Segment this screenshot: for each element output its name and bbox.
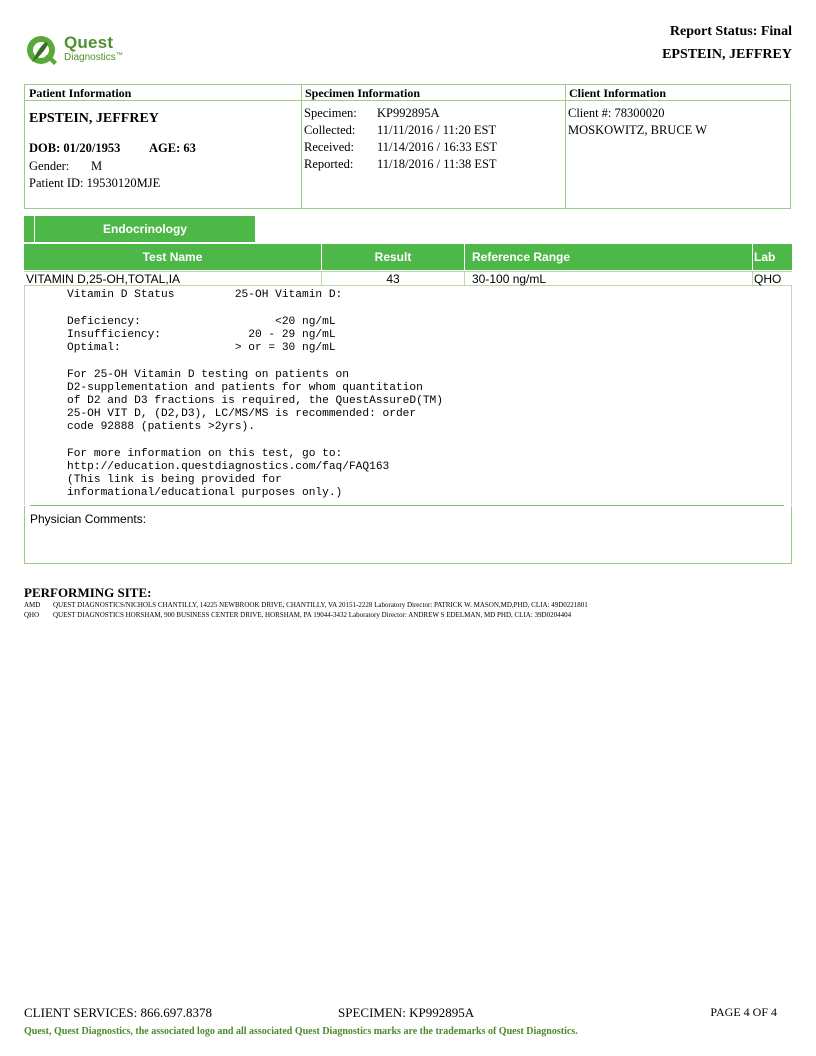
col-header-test-name: Test Name bbox=[24, 244, 322, 270]
note-line: of D2 and D3 fractions is required, the QuestAssureD(TM) bbox=[67, 395, 443, 407]
quest-logo bbox=[24, 30, 134, 70]
footer-page-number: PAGE 4 OF 4 bbox=[710, 1005, 777, 1019]
patient-name: EPSTEIN, JEFFREY bbox=[29, 111, 159, 126]
client-info-heading: Client Information bbox=[565, 85, 790, 101]
col-header-reference-range: Reference Range bbox=[465, 244, 753, 270]
client-number: Client #: 78300020 bbox=[568, 106, 665, 120]
patient-gender-label: Gender: bbox=[29, 159, 70, 173]
note-line: Insufficiency: 20 - 29 ng/mL bbox=[67, 329, 336, 341]
result-notes bbox=[24, 286, 792, 505]
patient-dob: DOB: 01/20/1953 bbox=[29, 141, 121, 155]
specimen-value: KP992895A bbox=[377, 106, 440, 120]
result-cell: 43 bbox=[322, 272, 465, 286]
note-line: http://education.questdiagnostics.com/faq/FAQ163 bbox=[67, 461, 390, 473]
note-line: Optimal: > or = 30 ng/mL bbox=[67, 342, 336, 354]
col-header-result: Result bbox=[322, 244, 465, 270]
note-line: code 92888 (patients >2yrs). bbox=[67, 421, 255, 433]
trademark-notice: Quest, Quest Diagnostics, the associated logo and all associated Quest Diagnostics marks are the trademarks of Quest Diagnostics. bbox=[24, 1026, 578, 1037]
note-line: For 25-OH Vitamin D testing on patients on bbox=[67, 369, 349, 381]
footer-client-services: CLIENT SERVICES: 866.697.8378 bbox=[24, 1005, 212, 1020]
table-row bbox=[24, 271, 792, 286]
patient-id: Patient ID: 19530120MJE bbox=[29, 176, 161, 190]
collected-value: 11/11/2016 / 11:20 EST bbox=[377, 123, 497, 137]
specimen-label: Specimen: bbox=[304, 106, 357, 120]
reference-range-cell: 30-100 ng/mL bbox=[465, 272, 753, 286]
col-header-lab: Lab bbox=[754, 250, 776, 264]
ordering-physician: MOSKOWITZ, BRUCE W bbox=[568, 123, 708, 137]
note-line: 25-OH VIT D, (D2,D3), LC/MS/MS is recommended: order bbox=[67, 408, 417, 420]
physician-comments-label: Physician Comments: bbox=[30, 512, 147, 526]
collected-label: Collected: bbox=[304, 123, 356, 137]
section-tab-label: Endocrinology bbox=[34, 216, 255, 242]
patient-gender-value: M bbox=[91, 159, 103, 173]
test-name-cell: VITAMIN D,25-OH,TOTAL,IA bbox=[26, 272, 322, 286]
performing-site-text: QUEST DIAGNOSTICS HORSHAM, 900 BUSINESS CENTER DRIVE, HORSHAM, PA 19044-3432 Laboratory Director: ANDREW S EDELMAN, MD PHD, CLIA: 39D0204404 bbox=[53, 611, 572, 619]
section-tab-endocrinology bbox=[24, 216, 255, 242]
physician-comments-box bbox=[24, 506, 792, 564]
info-box bbox=[24, 84, 791, 209]
performing-site-text: QUEST DIAGNOSTICS/NICHOLS CHANTILLY, 14225 NEWBROOK DRIVE, CHANTILLY, VA 20151-2228 Laboratory Director: PATRICK W. MASON,MD,PHD, CLIA: 49D0221801 bbox=[53, 601, 588, 609]
received-label: Received: bbox=[304, 140, 354, 154]
logo-wordmark-quest: Quest bbox=[64, 33, 114, 52]
note-line: For more information on this test, go to: bbox=[67, 448, 343, 460]
patient-info-heading: Patient Information bbox=[25, 85, 301, 101]
client-info-column bbox=[565, 85, 790, 208]
performing-site-code: AMD bbox=[24, 601, 41, 609]
results-table-header bbox=[24, 244, 792, 270]
report-status: Report Status: Final bbox=[669, 24, 792, 39]
performing-site-code: QHO bbox=[24, 611, 40, 619]
logo-wordmark-diagnostics: Diagnostics™ bbox=[64, 52, 123, 63]
note-line: (This link is being provided for bbox=[67, 474, 282, 486]
footer-specimen: SPECIMEN: KP992895A bbox=[338, 1005, 475, 1020]
patient-info-column bbox=[25, 85, 302, 208]
performing-site-title: PERFORMING SITE: bbox=[24, 585, 152, 600]
received-value: 11/14/2016 / 16:33 EST bbox=[377, 140, 498, 154]
note-line: informational/educational purposes only.) bbox=[67, 487, 343, 499]
reported-value: 11/18/2016 / 11:38 EST bbox=[377, 157, 497, 171]
quest-q-logo-icon bbox=[24, 32, 60, 68]
note-line: Vitamin D Status 25-OH Vitamin D: bbox=[67, 289, 343, 301]
specimen-info-column bbox=[301, 85, 566, 208]
specimen-info-heading: Specimen Information bbox=[301, 85, 565, 101]
reported-label: Reported: bbox=[304, 157, 354, 171]
note-line: Deficiency: <20 ng/mL bbox=[67, 316, 336, 328]
header-patient-name: EPSTEIN, JEFFREY bbox=[662, 47, 792, 62]
lab-cell: QHO bbox=[754, 272, 782, 286]
note-line: D2-supplementation and patients for whom quantitation bbox=[67, 382, 423, 394]
patient-age: AGE: 63 bbox=[149, 141, 196, 155]
